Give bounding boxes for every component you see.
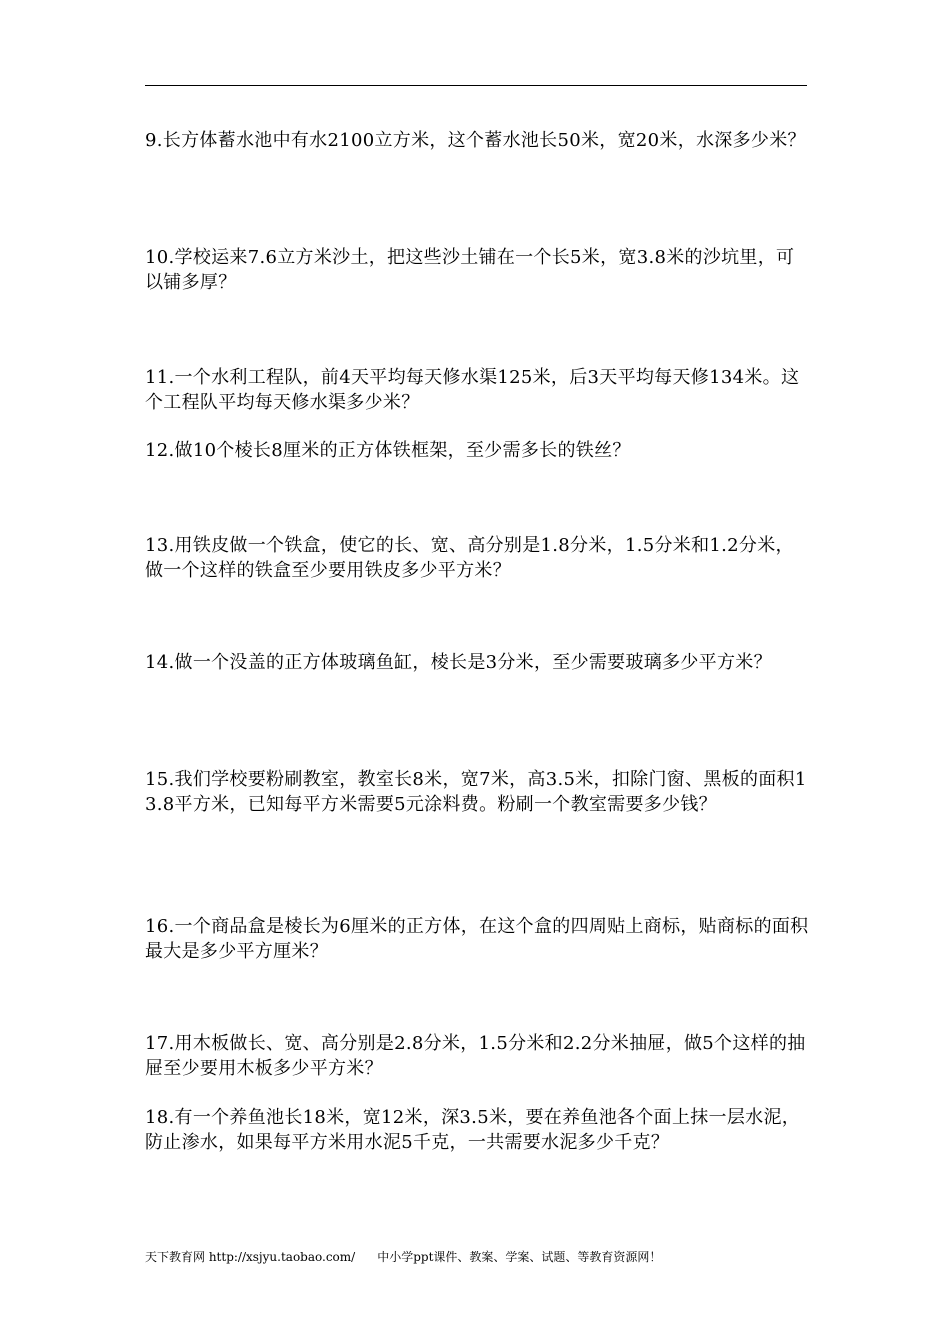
question-15: 15.我们学校要粉刷教室，教室长8米，宽7米，高3.5米，扣除门窗、黑板的面积13.8平方米，已知每平方米需要5元涂料费。粉刷一个教室需要多少钱？ — [145, 769, 807, 815]
question-9: 9.长方体蓄水池中有水2100立方米，这个蓄水池长50米，宽20米，水深多少米？ — [145, 130, 806, 151]
question-13: 13.用铁皮做一个铁盒，使它的长、宽、高分别是1.8分米，1.5分米和1.2分米，做一个这样的铁盒至少要用铁皮多少平方米？ — [145, 535, 794, 581]
question-10: 10.学校运来7.6立方米沙土，把这些沙土铺在一个长5米，宽3.8米的沙坑里，可以铺多厚？ — [145, 247, 795, 293]
footer-slogan: 中小学ppt课件、教案、学案、试题、等教育资源网！ — [377, 1250, 662, 1264]
header-rule — [145, 85, 807, 86]
page-footer — [145, 1249, 661, 1265]
question-12: 12.做10个棱长8厘米的正方体铁框架，至少需多长的铁丝？ — [145, 440, 631, 461]
question-17: 17.用木板做长、宽、高分别是2.8分米，1.5分米和2.2分米抽屉，做5个这样的抽屉至少要用木板多少平方米？ — [145, 1033, 806, 1079]
footer-site: 天下教育网 http://xsjyu.taobao.com/ — [145, 1250, 356, 1264]
question-18: 18.有一个养鱼池长18米，宽12米，深3.5米，要在养鱼池各个面上抹一层水泥，防止渗水，如果每平方米用水泥5千克，一共需要水泥多少千克？ — [145, 1107, 801, 1153]
question-16: 16.一个商品盒是棱长为6厘米的正方体，在这个盒的四周贴上商标，贴商标的面积最大是多少平方厘米？ — [145, 916, 809, 962]
question-14: 14.做一个没盖的正方体玻璃鱼缸，棱长是3分米，至少需要玻璃多少平方米？ — [145, 652, 772, 673]
question-11: 11.一个水利工程队，前4天平均每天修水渠125米，后3天平均每天修134米。这个工程队平均每天修水渠多少米？ — [145, 367, 800, 413]
